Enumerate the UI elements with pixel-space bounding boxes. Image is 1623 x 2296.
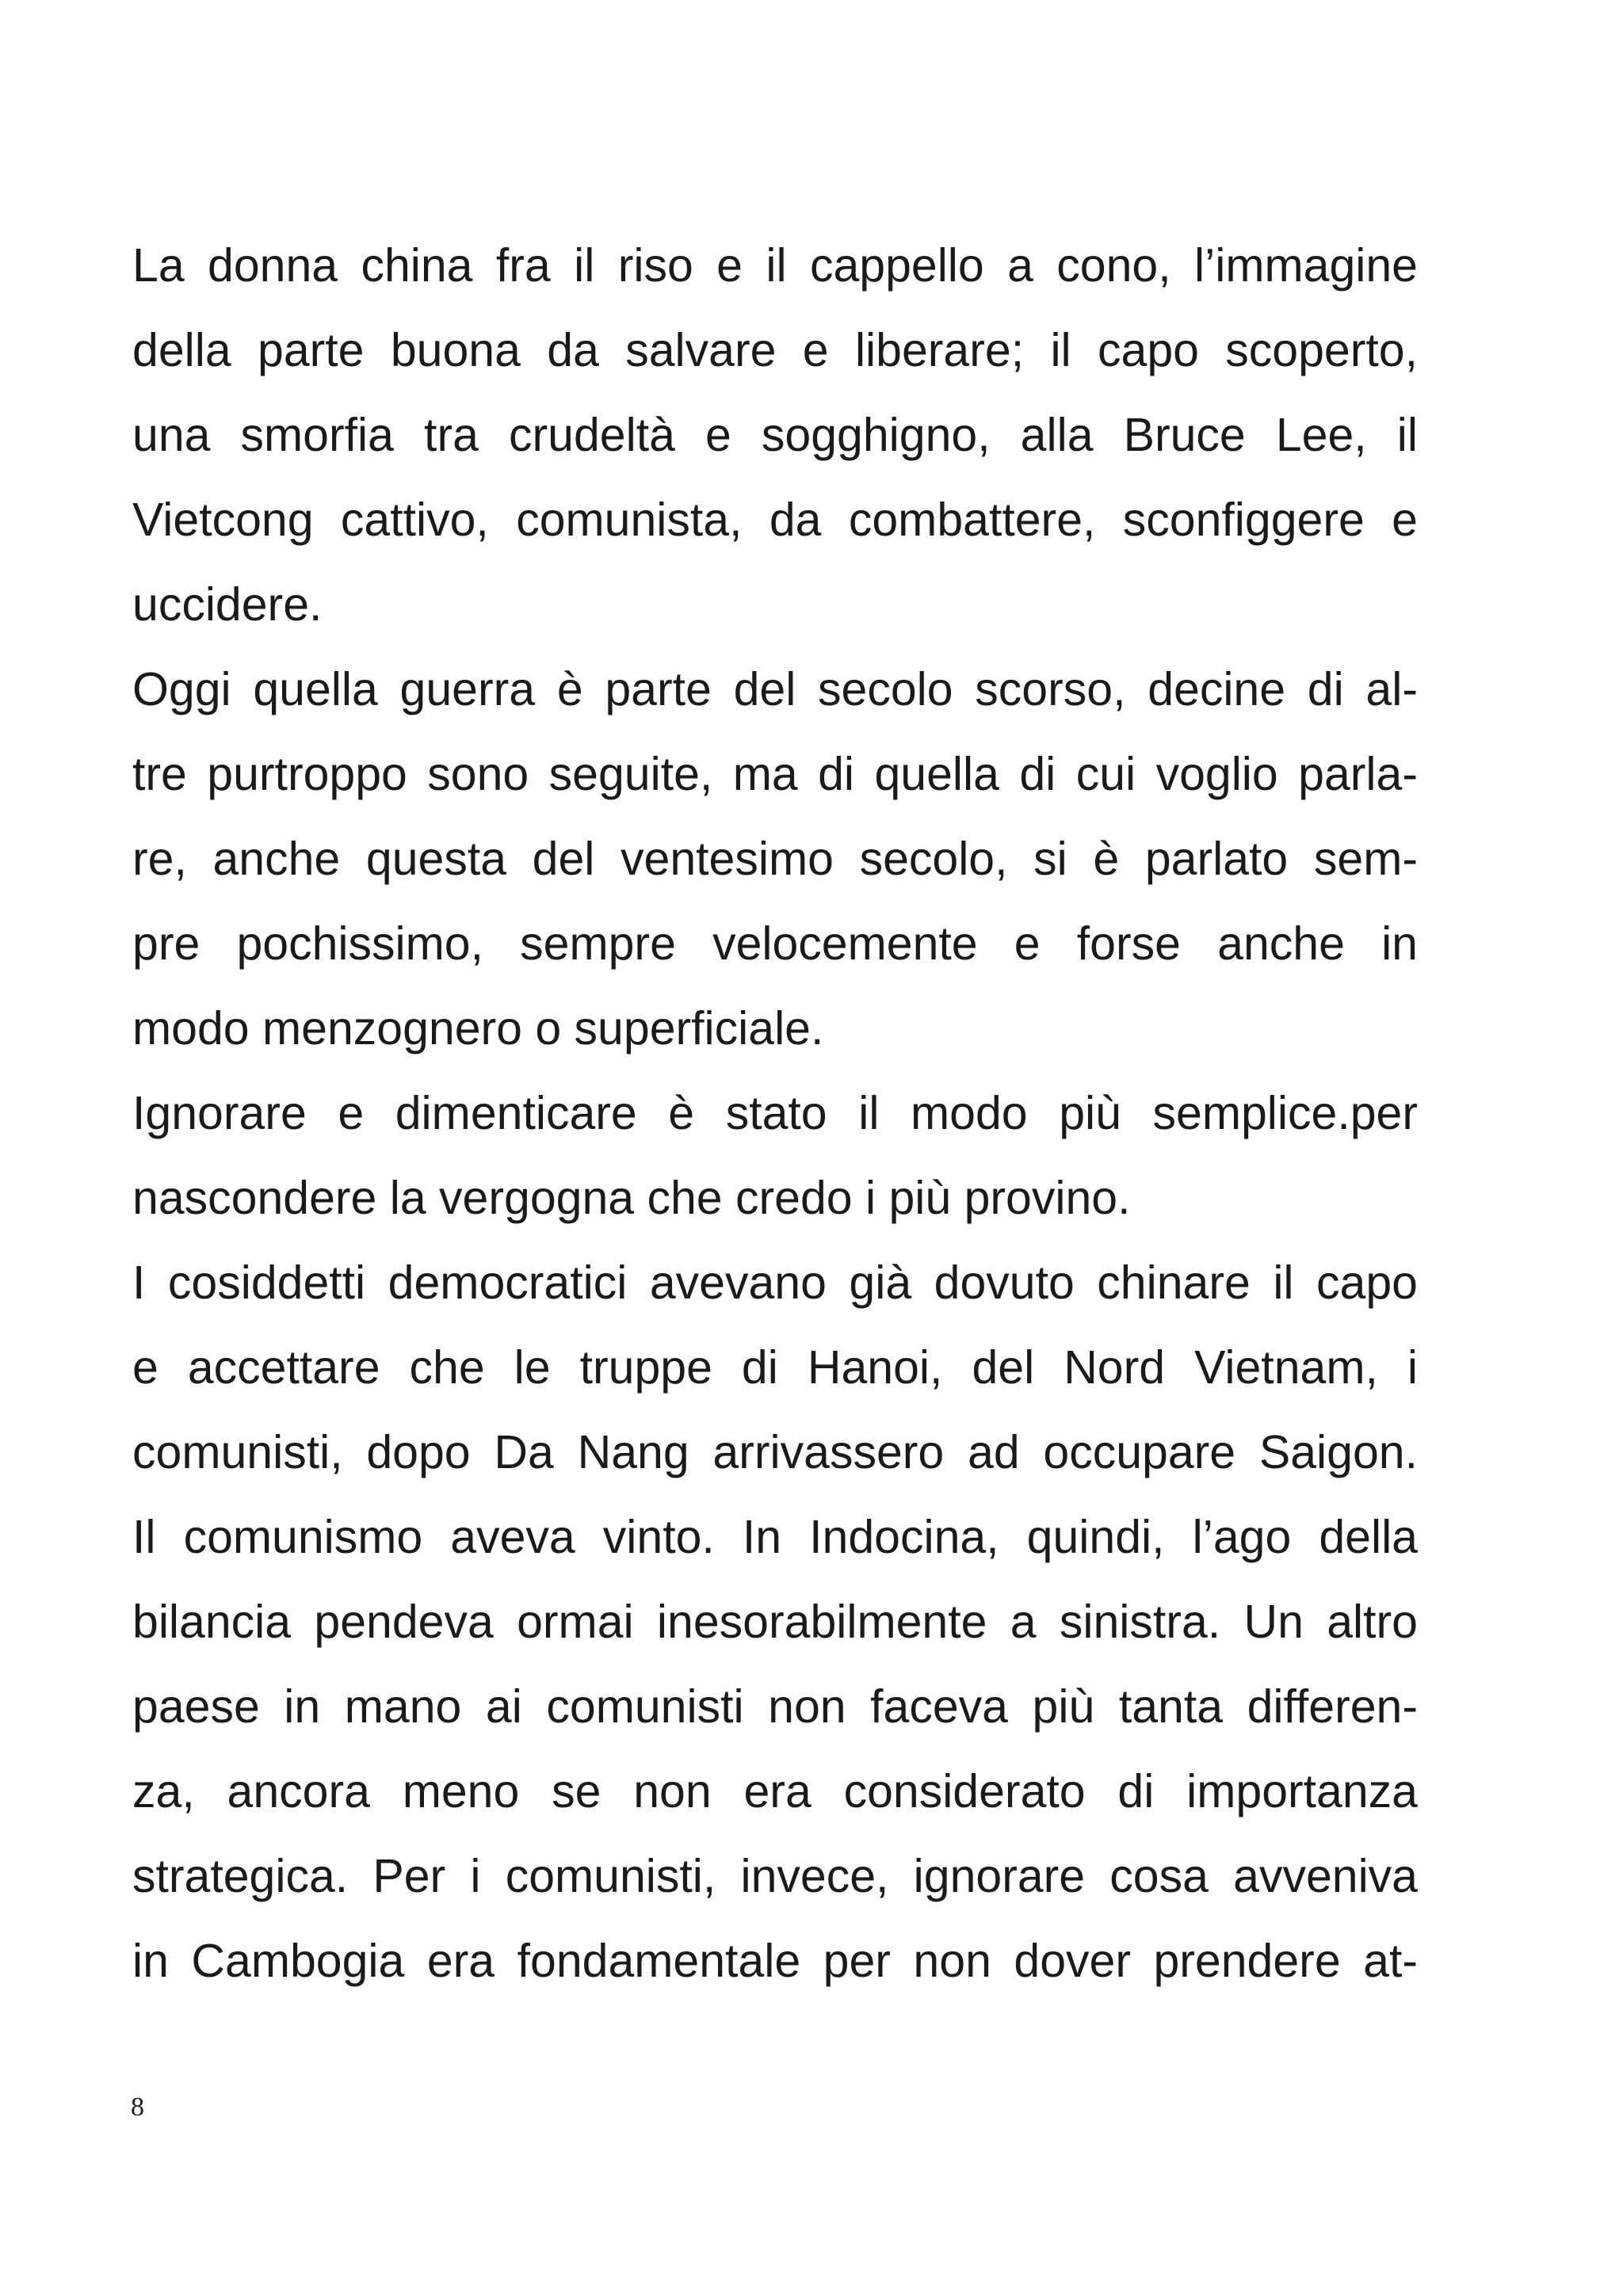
- text-line: uccidere.: [132, 578, 323, 631]
- text-line: tre purtroppo sono seguite, ma di quella di cui voglio parla-: [132, 748, 1418, 800]
- text-line: e accettare che le truppe di Hanoi, del Nord Vietnam, i: [132, 1341, 1418, 1394]
- text-line: Oggi quella guerra è parte del secolo scorso, decine di al-: [132, 663, 1418, 715]
- text-line: Vietcong cattivo, comunista, da combattere, sconfiggere e: [132, 494, 1418, 546]
- text-line: nascondere la vergogna che credo i più provino.: [132, 1172, 1131, 1224]
- text-line: una smorfia tra crudeltà e sogghigno, alla Bruce Lee, il: [132, 409, 1418, 461]
- text-line: re, anche questa del ventesimo secolo, si è parlato sem-: [132, 833, 1418, 885]
- text-line: Il comunismo aveva vinto. In Indocina, quindi, l’ago della: [132, 1511, 1418, 1563]
- text-line: comunisti, dopo Da Nang arrivassero ad occupare Saigon.: [132, 1426, 1418, 1478]
- page-number: 8: [131, 2092, 144, 2122]
- text-line: in Cambogia era fondamentale per non dover prendere at-: [132, 1935, 1418, 1987]
- text-line: I cosiddetti democratici avevano già dovuto chinare il capo: [132, 1257, 1418, 1309]
- text-line: Ignorare e dimenticare è stato il modo più semplice.per: [132, 1087, 1418, 1139]
- text-line: La donna china fra il riso e il cappello a cono, l’immagine: [132, 239, 1418, 292]
- text-line: della parte buona da salvare e liberare; il capo scoperto,: [132, 324, 1418, 376]
- text-line: paese in mano ai comunisti non faceva più tanta differen-: [132, 1680, 1418, 1733]
- text-line: modo menzognero o superficiale.: [132, 1002, 824, 1055]
- text-line: za, ancora meno se non era considerato di importanza: [132, 1765, 1418, 1817]
- text-line: pre pochissimo, sempre velocemente e forse anche in: [132, 917, 1418, 970]
- text-line: strategica. Per i comunisti, invece, ignorare cosa avveniva: [132, 1850, 1418, 1902]
- text-line: bilancia pendeva ormai inesorabilmente a sinistra. Un altro: [132, 1596, 1418, 1648]
- body-text: [132, 223, 1418, 2004]
